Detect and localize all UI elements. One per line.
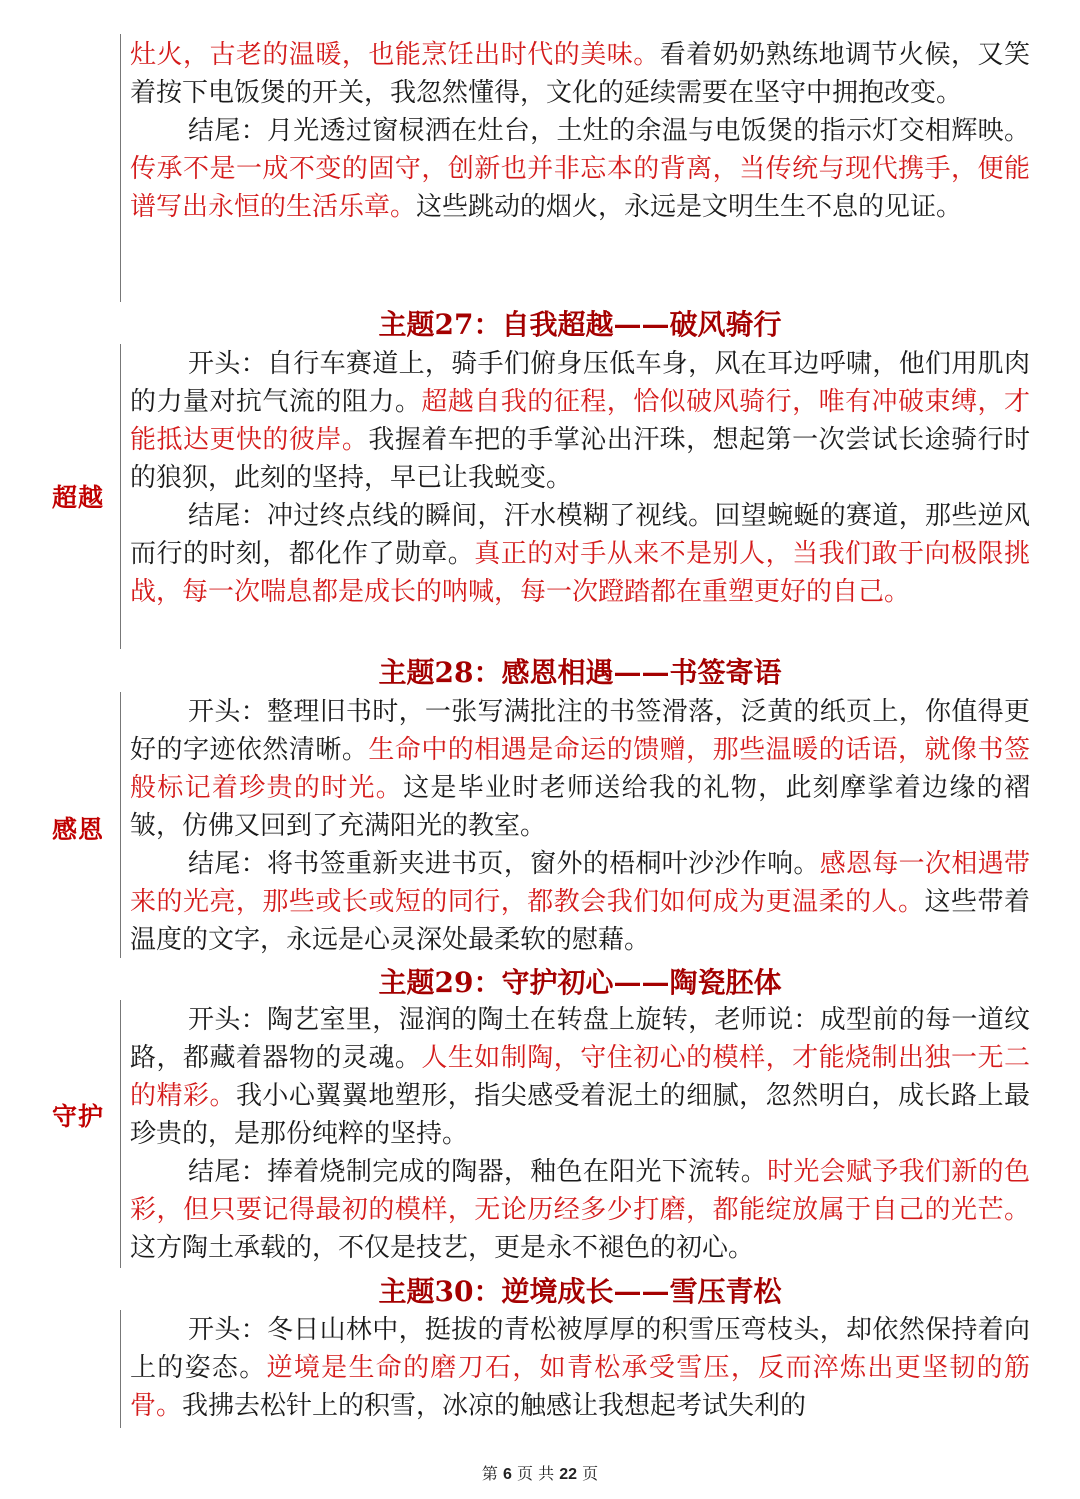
text-run: 结尾：月光透过窗棂洒在灶台，土灶的余温与电饭煲的指示灯交相辉映。	[188, 116, 1030, 146]
footer-prefix: 第	[481, 1464, 498, 1483]
text-run: 开头：整理旧书时，一张写满批注的书签滑落，泛黄的纸页上，你值得更好的字迹依然清晰。	[130, 697, 1030, 765]
highlight-sentence: 超越自我的征程，恰似破风骑行，唯有冲破束缚，才能抵达更快的彼岸。	[130, 387, 1030, 455]
highlight-sentence: 人生如制陶，守住初心的模样，才能烧制出独一无二的精彩。	[130, 1043, 1030, 1111]
highlight-sentence: 传承不是一成不变的固守，创新也并非忘本的背离，当传统与现代携手，便能谱写出永恒的生活乐章。	[130, 154, 1030, 222]
paragraph	[130, 693, 1030, 845]
footer-total-pages: 22	[559, 1466, 577, 1483]
section-rule	[120, 34, 121, 302]
highlight-sentence: 逆境是生命的磨刀石，如青松承受雪压，反而淬炼出更坚韧的筋骨。	[130, 1353, 1030, 1421]
section-28-text	[130, 693, 1030, 959]
text-run: 这方陶土承载的，不仅是技艺，更是永不褪色的初心。	[130, 1233, 755, 1263]
paragraph	[130, 1153, 1030, 1267]
section-side-label: 感恩	[52, 815, 105, 844]
paragraph	[130, 112, 1030, 226]
section-side-label: 超越	[52, 483, 105, 512]
section-0-text	[130, 36, 1030, 226]
section-rule	[120, 1000, 121, 1268]
highlight-sentence: 真正的对手从来不是别人，当我们敢于向极限挑战，每一次喘息都是成长的呐喊，每一次蹬踏都在重塑更好的自己。	[130, 539, 1030, 607]
text-run: 这是毕业时老师送给我的礼物，此刻摩挲着边缘的褶皱，仿佛又回到了充满阳光的教室。	[130, 773, 1030, 841]
section-side-label: 守护	[52, 1102, 105, 1131]
section-rule	[120, 344, 121, 649]
text-run: 开头：自行车赛道上，骑手们俯身压低车身，风在耳边呼啸，他们用肌肉的力量对抗气流的阻力。	[130, 349, 1030, 417]
highlight-sentence: 时光会赋予我们新的色彩，但只要记得最初的模样，无论历经多少打磨，都能绽放属于自己的光芒。	[130, 1157, 1030, 1225]
text-run: 开头：冬日山林中，挺拔的青松被厚厚的积雪压弯枝头，却依然保持着向上的姿态。	[130, 1315, 1030, 1383]
section-rule	[120, 692, 121, 958]
text-run: 我小心翼翼地塑形，指尖感受着泥土的细腻，忽然明白，成长路上最珍贵的，是那份纯粹的坚持。	[130, 1081, 1030, 1149]
paragraph	[130, 345, 1030, 497]
text-run: 结尾：将书签重新夹进书页，窗外的梧桐叶沙沙作响。	[188, 849, 820, 879]
highlight-sentence: 感恩每一次相遇带来的光亮，那些或长或短的同行，都教会我们如何成为更温柔的人。	[130, 849, 1030, 917]
footer-suffix: 页	[582, 1464, 599, 1483]
text-run: 结尾：冲过终点线的瞬间，汗水模糊了视线。回望蜿蜒的赛道，那些逆风而行的时刻，都化作了勋章。	[130, 501, 1030, 569]
paragraph	[130, 497, 1030, 611]
paragraph	[130, 1001, 1030, 1153]
footer-middle: 页 共	[517, 1464, 555, 1483]
highlight-sentence: 灶火，古老的温暖，也能烹饪出时代的美味。	[130, 40, 660, 70]
section-rule	[120, 1310, 121, 1428]
text-run: 开头：陶艺室里，湿润的陶土在转盘上旋转，老师说：成型前的每一道纹路，都藏着器物的灵魂。	[130, 1005, 1030, 1073]
text-run: 看着奶奶熟练地调节火候，又笑着按下电饭煲的开关，我忽然懂得，文化的延续需要在坚守中拥抱改变。	[130, 40, 1030, 108]
page-footer	[0, 1461, 1080, 1484]
text-run: 我握着车把的手掌沁出汗珠，想起第一次尝试长途骑行时的狼狈，此刻的坚持，早已让我蜕变。	[130, 425, 1030, 493]
paragraph	[130, 36, 1030, 112]
text-run: 结尾：捧着烧制完成的陶器，釉色在阳光下流转。	[188, 1157, 768, 1187]
section-heading-28: 主题28：感恩相遇——书签寄语	[378, 656, 782, 689]
paragraph	[130, 1311, 1030, 1425]
section-heading-27: 主题27：自我超越——破风骑行	[378, 308, 782, 341]
text-run: 这些带着温度的文字，永远是心灵深处最柔软的慰藉。	[130, 887, 1030, 955]
section-27-text	[130, 345, 1030, 611]
section-30-text	[130, 1311, 1030, 1425]
section-29-text	[130, 1001, 1030, 1267]
text-run: 我拂去松针上的积雪，冰凉的触感让我想起考试失利的	[182, 1391, 807, 1421]
highlight-sentence: 生命中的相遇是命运的馈赠，那些温暖的话语，就像书签般标记着珍贵的时光。	[130, 735, 1030, 803]
section-heading-30: 主题30：逆境成长——雪压青松	[378, 1275, 782, 1308]
text-run: 这些跳动的烟火，永远是文明生生不息的见证。	[416, 192, 963, 222]
paragraph	[130, 845, 1030, 959]
section-heading-29: 主题29：守护初心——陶瓷胚体	[378, 966, 782, 999]
footer-page-number: 6	[503, 1466, 512, 1483]
